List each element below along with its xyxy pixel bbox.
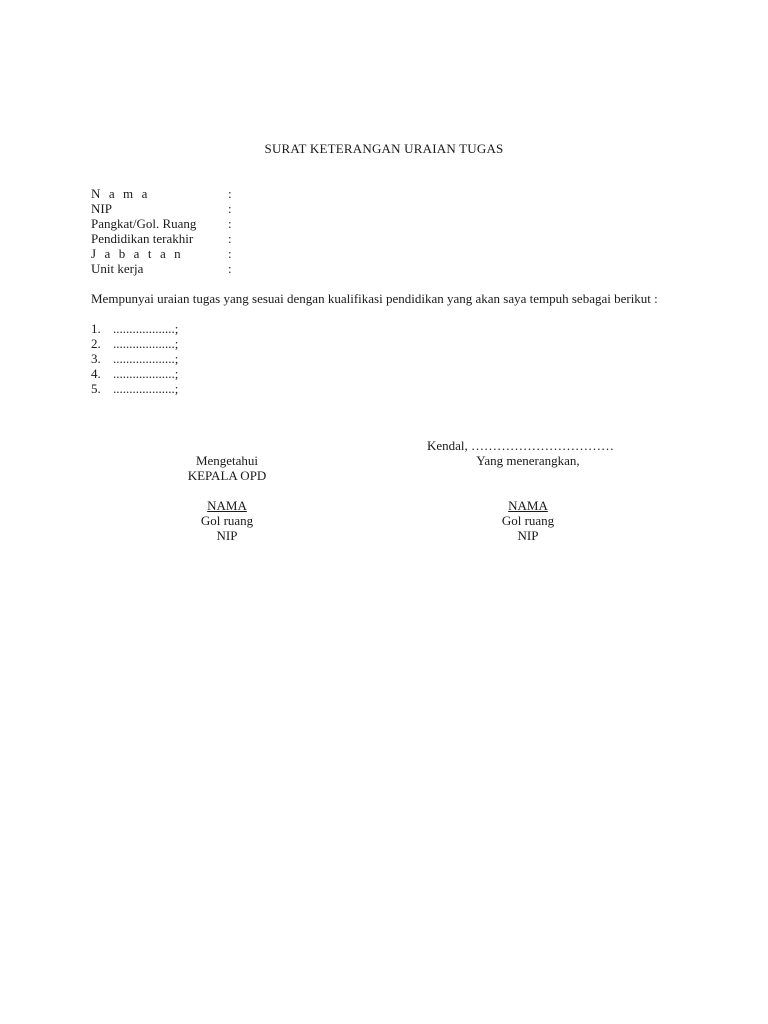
statement-paragraph: Mempunyai uraian tugas yang sesuai dengan kualifikasi pendidikan yang akan saya tempuh sebagai berikut : <box>91 291 658 306</box>
field-colon: : <box>228 246 232 261</box>
place-date-line: Kendal, …………………………… <box>427 438 615 453</box>
field-row-unit-kerja <box>91 261 238 276</box>
list-item-number: 4. <box>91 366 101 381</box>
acknowledged-label: Mengetahui <box>195 453 259 468</box>
field-label-nama: N a m a <box>91 186 150 201</box>
field-colon: : <box>228 201 232 216</box>
field-label-pangkat: Pangkat/Gol. Ruang <box>91 216 197 231</box>
field-colon: : <box>228 186 232 201</box>
field-label-pendidikan: Pendidikan terakhir <box>91 231 194 246</box>
list-item <box>91 321 178 336</box>
field-label-unit-kerja: Unit kerja <box>91 261 144 276</box>
list-item-number: 5. <box>91 381 101 396</box>
right-signature-block <box>428 453 628 543</box>
list-item-number: 2. <box>91 336 101 351</box>
right-signatory-rank: Gol ruang <box>501 513 555 528</box>
list-item-text: ...................; <box>113 366 179 381</box>
field-colon: : <box>228 231 232 246</box>
field-label-nip: NIP <box>91 201 112 216</box>
list-item-text: ...................; <box>113 321 179 336</box>
list-item <box>91 366 178 381</box>
document-title: SURAT KETERANGAN URAIAN TUGAS <box>264 141 504 156</box>
field-label-jabatan: J a b a t a n <box>91 246 184 261</box>
list-item-text: ...................; <box>113 381 179 396</box>
field-row-pendidikan <box>91 231 238 246</box>
list-item <box>91 336 178 351</box>
list-item <box>91 351 178 366</box>
left-signatory-nip: NIP <box>216 528 238 543</box>
identity-fields <box>91 186 238 276</box>
head-title: KEPALA OPD <box>187 468 267 483</box>
list-item-text: ...................; <box>113 336 179 351</box>
declarant-label: Yang menerangkan, <box>476 453 580 468</box>
right-signatory-name: NAMA <box>508 498 548 513</box>
field-row-jabatan <box>91 246 238 261</box>
field-row-pangkat <box>91 216 238 231</box>
left-signatory-rank: Gol ruang <box>200 513 254 528</box>
list-item <box>91 381 178 396</box>
left-signature-block <box>127 453 327 543</box>
field-colon: : <box>228 216 232 231</box>
list-item-number: 1. <box>91 321 101 336</box>
right-signatory-nip: NIP <box>517 528 539 543</box>
field-row-nip <box>91 201 238 216</box>
duty-list <box>91 321 178 396</box>
list-item-number: 3. <box>91 351 101 366</box>
list-item-text: ...................; <box>113 351 179 366</box>
left-signatory-name: NAMA <box>207 498 247 513</box>
field-row-nama <box>91 186 238 201</box>
field-colon: : <box>228 261 232 276</box>
